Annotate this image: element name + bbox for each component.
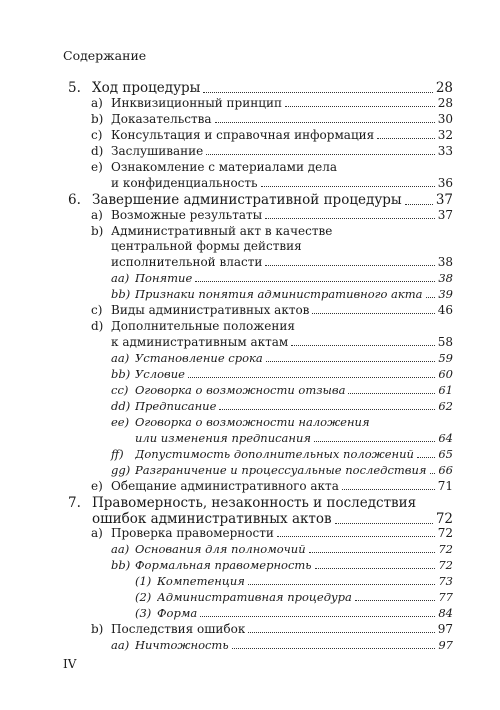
- entry-title: Признаки понятия административного акта: [135, 287, 423, 302]
- entry-title: к административным актам: [111, 335, 289, 350]
- page-number: 37: [435, 191, 453, 208]
- entry-title: Ознакомление с материалами дела: [111, 159, 338, 174]
- entry-title: Последствия ошибок: [111, 622, 246, 637]
- entry-title: Инквизиционный принцип: [111, 95, 282, 110]
- page-number: 64: [438, 430, 453, 445]
- entry-title: Допустимость дополнительных положений: [135, 446, 414, 461]
- entry-title: Правомерность, незаконность и последствия: [92, 494, 417, 511]
- entry-title: Оговорка о возможности отзыва: [135, 382, 346, 397]
- entry-number: bb): [111, 367, 131, 381]
- entry-title: Установление срока: [135, 351, 263, 365]
- entry-title: Доказательства: [111, 111, 212, 126]
- entry-title: Оговорка о возможности наложения: [135, 414, 370, 429]
- page-number: 33: [437, 143, 453, 158]
- entry-number: aa): [111, 638, 130, 652]
- entry-number: d): [91, 319, 104, 334]
- entry-title: Проверка правомерности: [111, 526, 274, 541]
- entry-number: ee): [111, 414, 130, 429]
- page-number: 62: [438, 398, 453, 413]
- page-number: 46: [437, 303, 453, 318]
- page-number: 72: [438, 558, 453, 573]
- entry-number: d): [91, 143, 104, 158]
- entry-number: bb): [111, 287, 131, 302]
- entry-number: c): [91, 127, 103, 142]
- entry-title: Понятие: [135, 271, 193, 286]
- page-number: 36: [437, 175, 453, 190]
- entry-number: e): [91, 159, 103, 174]
- entry-title: Формальная правомерность: [135, 558, 312, 573]
- entry-number: a): [91, 207, 103, 222]
- page-number: 60: [438, 367, 453, 381]
- page-number: 58: [437, 335, 453, 350]
- page-number: 59: [438, 351, 453, 365]
- page-number: 39: [438, 287, 453, 302]
- page-number: 30: [437, 111, 453, 126]
- page-folio: IV: [63, 657, 77, 671]
- page-number: 72: [437, 526, 453, 541]
- entry-title: Форма: [157, 606, 198, 621]
- page-number: 72: [438, 542, 453, 557]
- page-number: 77: [438, 590, 453, 605]
- entry-title: исполнительной власти: [111, 255, 263, 270]
- entry-number: (2): [135, 590, 152, 605]
- page-number: 72: [435, 510, 453, 527]
- entry-title: Возможные результаты: [111, 207, 263, 222]
- page-number: 97: [437, 622, 453, 637]
- entry-title: Ход процедуры: [92, 80, 201, 96]
- entry-number: a): [91, 526, 103, 541]
- entry-title: центральной формы действия: [111, 239, 302, 254]
- entry-number: (1): [135, 574, 152, 589]
- entry-title: Компетенция: [157, 574, 245, 589]
- page-number: 38: [438, 271, 453, 286]
- page-number: 28: [437, 95, 453, 110]
- page-number: 97: [438, 638, 453, 652]
- page-number: 66: [438, 462, 453, 477]
- entry-title: или изменения предписания: [135, 430, 312, 445]
- entry-number: aa): [111, 271, 130, 286]
- entry-title: Обещание административного акта: [111, 478, 339, 493]
- entry-title: Разграничение и процессуальные последствия: [135, 462, 427, 477]
- page-number: 32: [437, 127, 453, 142]
- running-header: Содержание: [63, 48, 147, 63]
- entry-number: a): [91, 95, 103, 110]
- entry-title: Основания для полномочий: [135, 542, 306, 557]
- entry-title: Заслушивание: [111, 143, 204, 158]
- entry-number: bb): [111, 558, 131, 573]
- entry-number: 6.: [68, 191, 81, 208]
- entry-number: b): [91, 223, 104, 238]
- entry-title: Административный акт в качестве: [111, 223, 333, 238]
- entry-number: b): [91, 622, 104, 637]
- page-number: 71: [437, 478, 453, 493]
- entry-title: Административная процедура: [157, 590, 352, 605]
- entry-number: c): [91, 303, 103, 318]
- entry-title: Ничтожность: [135, 638, 229, 652]
- entry-title: Завершение административной процедуры: [92, 191, 402, 208]
- entry-title: Предписание: [135, 398, 217, 413]
- page-number: 28: [435, 80, 453, 96]
- page-number: 65: [438, 446, 453, 461]
- entry-number: aa): [111, 351, 130, 365]
- entry-number: aa): [111, 542, 130, 557]
- entry-number: gg): [111, 462, 131, 477]
- entry-number: e): [91, 478, 103, 493]
- entry-number: ff): [111, 446, 124, 461]
- page-number: 61: [438, 382, 453, 397]
- entry-title: Дополнительные положения: [111, 319, 295, 334]
- page-number: 38: [437, 255, 453, 270]
- page-number: 84: [438, 606, 453, 621]
- entry-title: Консультация и справочная информация: [111, 127, 375, 142]
- entry-number: cc): [111, 382, 129, 397]
- entry-title: Виды административных актов: [111, 303, 310, 318]
- entry-title: и конфиденциальность: [111, 175, 258, 190]
- page-number: 73: [438, 574, 453, 589]
- entry-title: Условие: [135, 367, 185, 381]
- entry-number: b): [91, 111, 104, 126]
- entry-number: 7.: [68, 494, 81, 511]
- entry-title: ошибок административных актов: [92, 510, 332, 527]
- page-number: 37: [437, 207, 453, 222]
- entry-number: 5.: [68, 80, 81, 96]
- entry-number: (3): [135, 606, 152, 621]
- entry-number: dd): [111, 398, 131, 413]
